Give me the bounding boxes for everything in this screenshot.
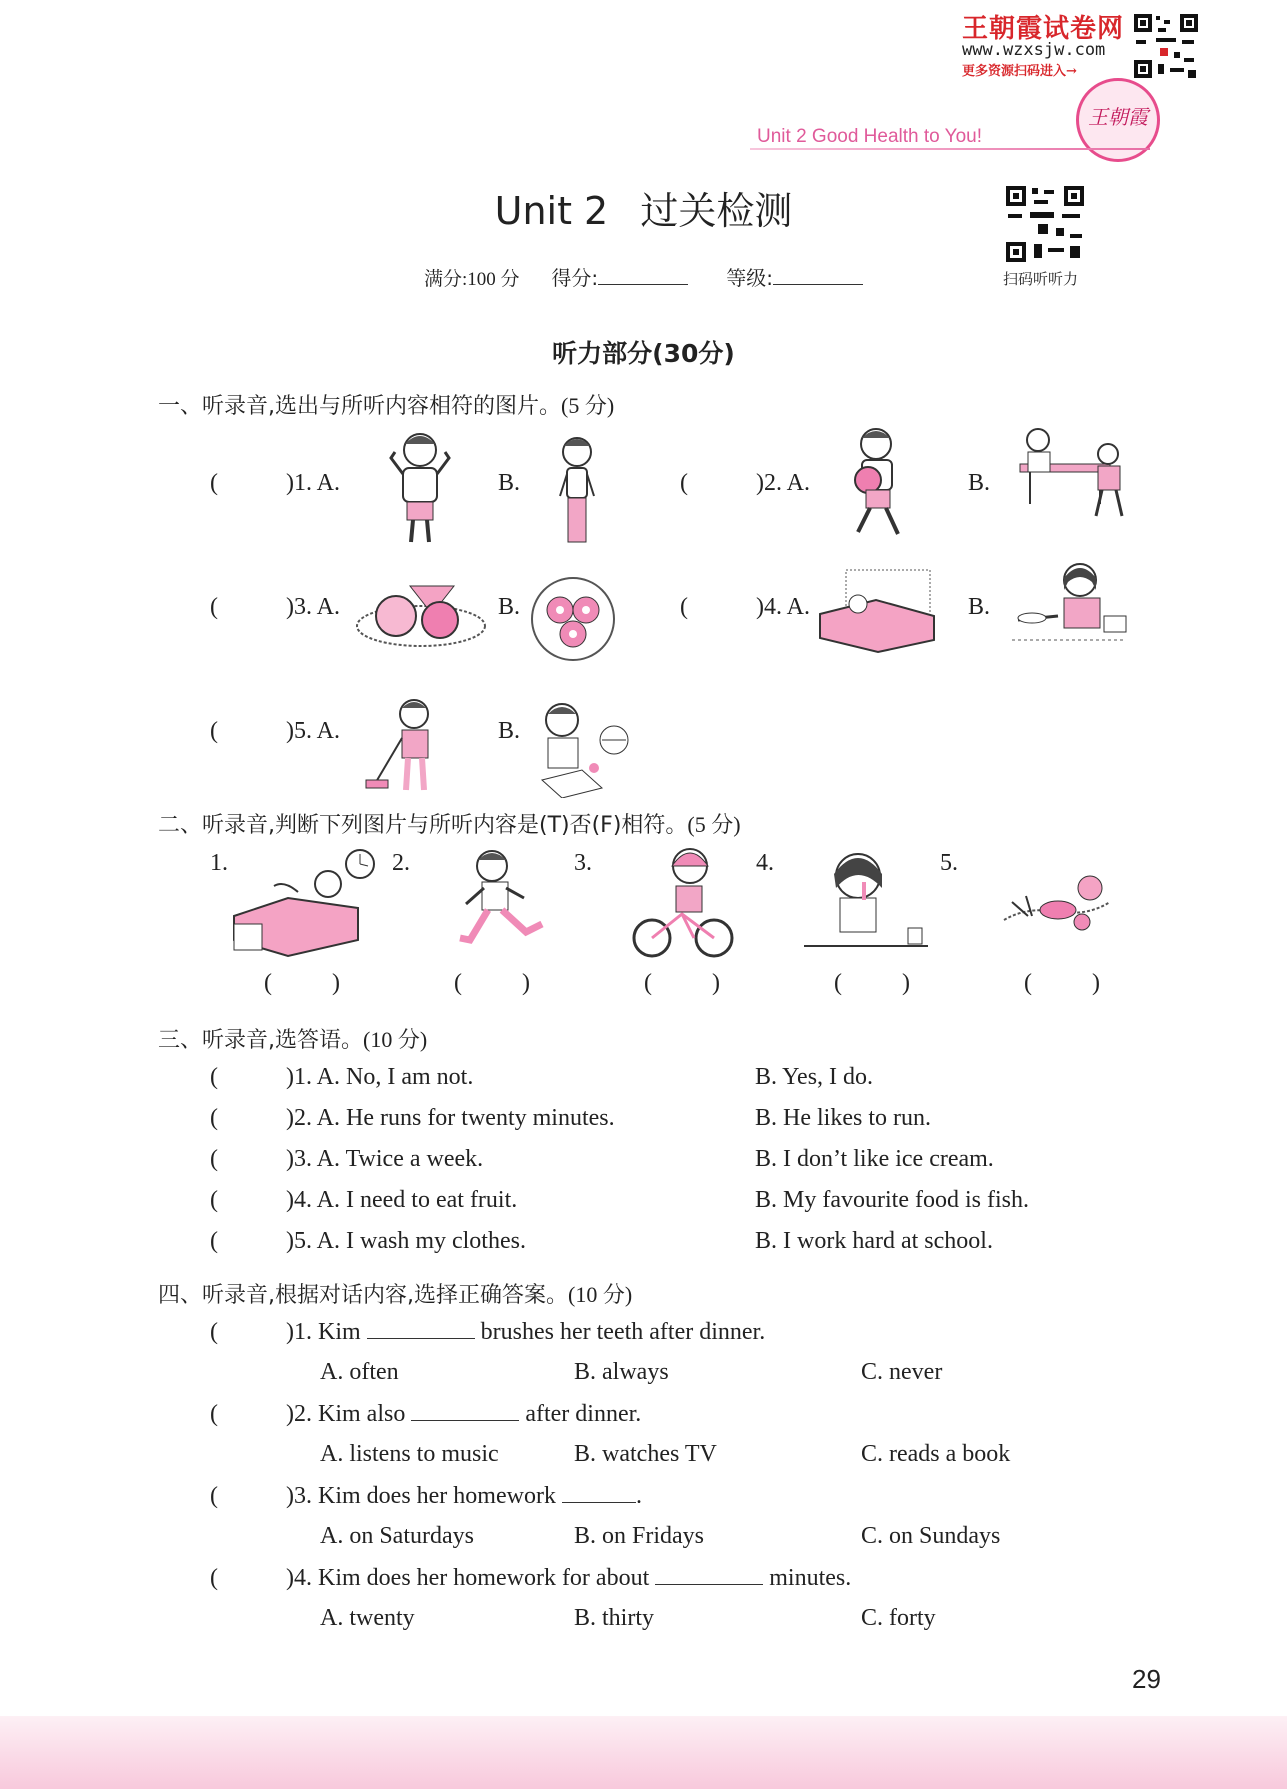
- title-unit: Unit 2: [494, 189, 609, 233]
- girl-cycling-picture: [632, 844, 736, 960]
- brand-url[interactable]: www.wzxsjw.com: [962, 40, 1106, 60]
- s4-q1: ( )1. Kim brushes her teeth after dinner.: [210, 1319, 766, 1345]
- score-line: [0, 262, 1287, 291]
- section1-points: (5 分): [561, 393, 615, 418]
- s1-q3-b: B.: [498, 594, 521, 620]
- listening-qr-code-icon[interactable]: [1004, 184, 1086, 264]
- girl-cooking-picture: [1008, 560, 1132, 650]
- donuts-picture: [530, 576, 616, 662]
- s3-q5-b: B. I work hard at school.: [755, 1228, 993, 1254]
- s4-q2-post: after dinner.: [525, 1401, 642, 1427]
- s4-q2-b: B. watches TV: [574, 1441, 717, 1467]
- s2-num-5: 5.: [940, 850, 958, 876]
- s2-num-1: 1.: [210, 850, 228, 876]
- listening-section-title: 听力部分(30分): [552, 339, 735, 368]
- s4-q2-a: A. listens to music: [320, 1441, 499, 1467]
- s3-q4: ( )4. A. I need to eat fruit.: [210, 1187, 518, 1213]
- s4-q4-post: minutes.: [769, 1565, 852, 1591]
- brand-more-text: 更多资源扫码进入→: [962, 64, 1077, 79]
- full-score: 满分:100 分: [424, 269, 520, 290]
- s1-q4: ( )4. A.: [680, 594, 810, 620]
- section2-points: (5 分): [687, 812, 741, 837]
- vegetables-picture: [998, 872, 1116, 942]
- boy-running-picture: [456, 846, 548, 956]
- fill-blank[interactable]: [411, 1400, 519, 1421]
- s3-q2-b: B. He likes to run.: [755, 1105, 931, 1131]
- header-divider: [750, 148, 1150, 150]
- s3-q2-a: )2. A. He runs for twenty minutes.: [286, 1105, 615, 1131]
- s3-q4-b: B. My favourite food is fish.: [755, 1187, 1029, 1213]
- boy-sweeping-picture: [362, 696, 446, 796]
- fill-blank[interactable]: [562, 1482, 636, 1503]
- s2-answer-2[interactable]: ( ): [454, 970, 530, 996]
- s4-q3: ( )3. Kim does her homework .: [210, 1483, 642, 1509]
- s4-q4-b: B. thirty: [574, 1605, 655, 1631]
- section1-title-text: 一、听录音,选出与所听内容相符的图片。: [158, 394, 561, 419]
- s1-q2: ( )2. A.: [680, 470, 810, 496]
- grade-blank[interactable]: [773, 266, 863, 285]
- page-number: 29: [1132, 1664, 1161, 1694]
- s4-q1-b: B. always: [574, 1359, 669, 1385]
- section4-title: [158, 1278, 632, 1309]
- boy-basketball-picture: [838, 424, 918, 542]
- qr-caption: 扫码听听力: [1003, 270, 1079, 288]
- section2-title: [158, 808, 741, 839]
- s4-q4: ( )4. Kim does her homework for about minutes.: [210, 1565, 852, 1591]
- section2-title-text: 二、听录音,判断下列图片与所听内容是(T)否(F)相符。: [158, 813, 688, 838]
- brand-qr-code-icon[interactable]: [1132, 12, 1200, 80]
- s2-answer-4[interactable]: ( ): [834, 970, 910, 996]
- s2-answer-5[interactable]: ( ): [1024, 970, 1100, 996]
- page-title: [0, 180, 1287, 235]
- s1-q4-num: )4. A.: [756, 594, 810, 620]
- title-name: 过关检测: [640, 189, 793, 233]
- s4-q4-pre: )4. Kim does her homework for about: [286, 1565, 650, 1591]
- s2-num-4: 4.: [756, 850, 774, 876]
- running-header: Unit 2 Good Health to You!: [757, 126, 982, 147]
- s3-q1: ( )1. A. No, I am not.: [210, 1064, 474, 1090]
- score-blank[interactable]: [598, 266, 688, 285]
- s4-q1-c: C. never: [861, 1359, 943, 1385]
- s2-answer-1[interactable]: ( ): [264, 970, 340, 996]
- brand-seal: 王朝霞: [1076, 78, 1160, 162]
- s4-q3-b: B. on Fridays: [574, 1523, 705, 1549]
- bottom-decor-band: [0, 1716, 1287, 1789]
- score-label: 得分:: [551, 266, 599, 290]
- grade-label: 等级:: [726, 266, 773, 290]
- s3-q4-a: )4. A. I need to eat fruit.: [286, 1187, 518, 1213]
- kids-table-tennis-picture: [1010, 424, 1130, 524]
- s2-answer-3[interactable]: ( ): [644, 970, 720, 996]
- s1-q4-b: B.: [968, 594, 991, 620]
- s1-q5-num: )5. A.: [286, 718, 340, 744]
- strong-boy-picture: [385, 428, 455, 546]
- s3-q2: ( )2. A. He runs for twenty minutes.: [210, 1105, 615, 1131]
- fill-blank[interactable]: [655, 1564, 763, 1585]
- s4-q3-c: C. on Sundays: [861, 1523, 1001, 1549]
- fill-blank[interactable]: [367, 1318, 475, 1339]
- s3-q5-a: )5. A. I wash my clothes.: [286, 1228, 526, 1254]
- girl-brushing-teeth-picture: [802, 848, 930, 948]
- s2-num-3: 3.: [574, 850, 592, 876]
- s1-q3: ( )3. A.: [210, 594, 340, 620]
- s3-q1-b: B. Yes, I do.: [755, 1064, 874, 1090]
- s3-q1-a: )1. A. No, I am not.: [286, 1064, 474, 1090]
- brand-title: 王朝霞试卷网: [962, 14, 1125, 44]
- s4-q2: ( )2. Kim also after dinner.: [210, 1401, 642, 1427]
- s3-q3-a: )3. A. Twice a week.: [286, 1146, 484, 1172]
- s3-q3: ( )3. A. Twice a week.: [210, 1146, 484, 1172]
- s1-q1-num: )1. A.: [286, 470, 340, 496]
- s1-q2-b: B.: [968, 470, 991, 496]
- s3-q5: ( )5. A. I wash my clothes.: [210, 1228, 526, 1254]
- s4-q4-a: A. twenty: [320, 1605, 415, 1631]
- s2-num-2: 2.: [392, 850, 410, 876]
- s1-q1: ( )1. A.: [210, 470, 340, 496]
- section4-title-text: 四、听录音,根据对话内容,选择正确答案。: [158, 1283, 568, 1308]
- section3-title-text: 三、听录音,选答语。: [158, 1028, 363, 1053]
- s4-q1-a: A. often: [320, 1359, 399, 1385]
- s1-q2-num: )2. A.: [756, 470, 810, 496]
- section3-title: [158, 1023, 427, 1054]
- s4-q2-c: C. reads a book: [861, 1441, 1011, 1467]
- s4-q2-pre: )2. Kim also: [286, 1401, 406, 1427]
- s4-q3-a: A. on Saturdays: [320, 1523, 474, 1549]
- s3-q3-b: B. I don’t like ice cream.: [755, 1146, 994, 1172]
- waking-up-picture: [228, 846, 378, 958]
- sleeping-in-bed-picture: [816, 564, 940, 654]
- s1-q5: ( )5. A.: [210, 718, 340, 744]
- boy-reading-picture: [532, 698, 636, 798]
- s4-q3-pre: )3. Kim does her homework: [286, 1483, 556, 1509]
- s1-q3-num: )3. A.: [286, 594, 340, 620]
- s4-q3-post: .: [635, 1483, 642, 1509]
- thin-boy-picture: [552, 432, 602, 546]
- s4-q1-pre: )1. Kim: [286, 1319, 361, 1345]
- section4-points: (10 分): [568, 1282, 633, 1307]
- s1-q1-b: B.: [498, 470, 521, 496]
- section3-points: (10 分): [363, 1027, 428, 1052]
- section1-title: [158, 389, 614, 420]
- fruit-plate-picture: [354, 580, 488, 650]
- s4-q1-post: brushes her teeth after dinner.: [480, 1319, 766, 1345]
- s1-q5-b: B.: [498, 718, 521, 744]
- s4-q4-c: C. forty: [861, 1605, 936, 1631]
